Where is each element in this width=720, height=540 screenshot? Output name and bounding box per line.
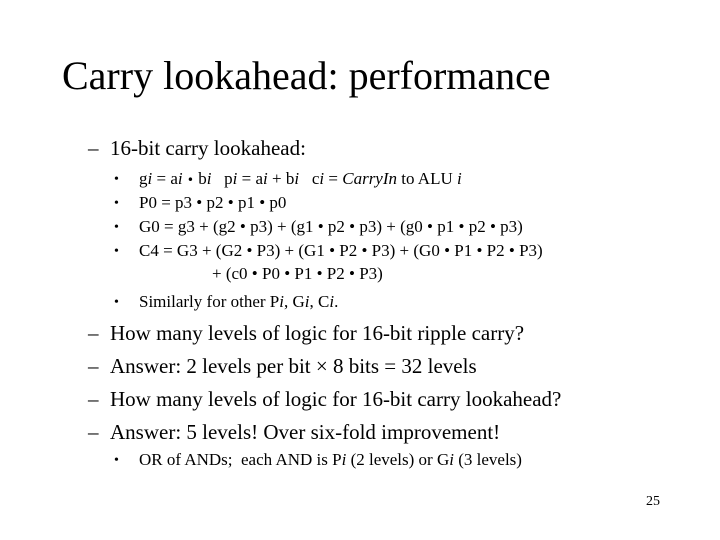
dash-bullet: – xyxy=(88,420,99,444)
bullet-carry-lookahead: 16-bit carry lookahead: xyxy=(110,136,306,160)
def-gi: gi = ai • bi xyxy=(139,169,212,188)
slide-title: Carry lookahead: performance xyxy=(62,53,551,98)
bullet-ripple-question: How many levels of logic for 16-bit ripple carry? xyxy=(110,321,525,345)
bullet-dot: • xyxy=(114,453,119,468)
sub-bullet-similarly: Similarly for other Pi, Gi, Ci. xyxy=(139,292,339,311)
bullet-dot: • xyxy=(114,172,119,187)
sub-bullet-c4-line1: C4 = G3 + (G2 • P3) + (G1 • P2 • P3) + (G0 • P1 • P2 • P3) xyxy=(139,241,543,260)
sub-bullet-or-of-ands: OR of ANDs; each AND is Pi (2 levels) or Gi (3 levels) xyxy=(139,450,522,469)
dash-bullet: – xyxy=(88,354,99,378)
sub-bullet-p0: P0 = p3 • p2 • p1 • p0 xyxy=(139,193,287,212)
def-ci: ci = CarryIn to ALU i xyxy=(311,169,462,188)
sub-bullet-definitions xyxy=(139,168,462,191)
bullet-lookahead-question: How many levels of logic for 16-bit carry lookahead? xyxy=(110,387,562,411)
dash-bullet: – xyxy=(88,321,99,345)
bullet-lookahead-answer: Answer: 5 levels! Over six-fold improvement! xyxy=(110,420,501,444)
bullet-dot: • xyxy=(114,244,119,259)
def-pi: pi = ai + bi xyxy=(224,169,300,188)
sub-bullet-g0: G0 = g3 + (g2 • p3) + (g1 • p2 • p3) + (g0 • p1 • p2 • p3) xyxy=(139,217,523,236)
bullet-dot: • xyxy=(114,220,119,235)
sub-bullet-c4-line2: + (c0 • P0 • P1 • P2 • P3) xyxy=(212,264,383,283)
dash-bullet: – xyxy=(88,136,99,160)
dash-bullet: – xyxy=(88,387,99,411)
bullet-dot: • xyxy=(114,295,119,310)
bullet-dot: • xyxy=(114,196,119,211)
bullet-ripple-answer: Answer: 2 levels per bit × 8 bits = 32 levels xyxy=(110,354,477,378)
page-number: 25 xyxy=(646,494,660,509)
